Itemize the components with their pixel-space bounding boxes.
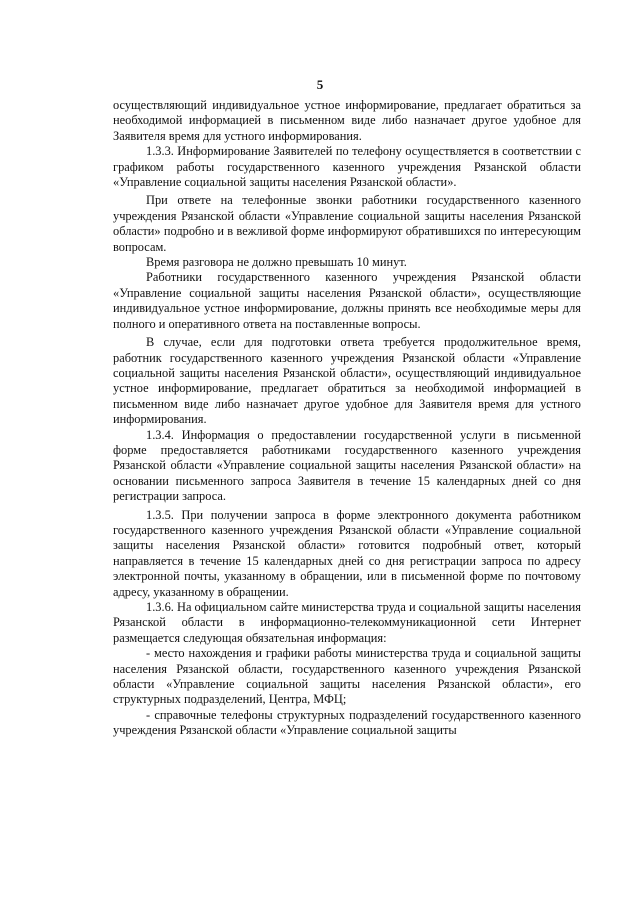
document-body xyxy=(113,98,581,739)
paragraph-long-answer: В случае, если для подготовки ответа требуется продолжительное время, работник государственного казенного учреждения Рязанской области «Управление социальной защиты населения Рязанской области», осуществляющий индивидуальное устное информирование, предлагает обратиться за необходимой информацией в письменном виде либо назначает другое удобное для Заявителя время для устного информирования. xyxy=(113,335,581,427)
list-item-locations: - место нахождения и графики работы министерства труда и социальной защиты населения Рязанской области, государственного казенного учреждения Рязанской области «Управление социальной защиты населения Рязанской области», его структурных подразделений, Центра, МФЦ; xyxy=(113,646,581,707)
paragraph-1-3-5: 1.3.5. При получении запроса в форме электронного документа работником государственного казенного учреждения Рязанской области «Управление социальной защиты населения Рязанской области» готовится подробный ответ, который направляется в течение 15 календарных дней со дня регистрации запроса по адресу электронной почты, указанному в обращении, или в письменной форме по почтовому адресу, указанному в обращении. xyxy=(113,507,581,599)
paragraph-phone-answers: При ответе на телефонные звонки работники государственного казенного учреждения Рязанской области «Управление социальной защиты населения Рязанской области» подробно и в вежливой форме информируют обратившихся по интересующим вопросам. xyxy=(113,193,581,254)
page-number: 5 xyxy=(316,77,324,92)
list-item-phones: - справочные телефоны структурных подразделений государственного казенного учреждения Рязанской области «Управление социальной защиты xyxy=(113,707,581,738)
paragraph-1-3-6: 1.3.6. На официальном сайте министерства труда и социальной защиты населения Рязанской области в информационно-телекоммуникационной сети Интернет размещается следующая обязательная информация: xyxy=(113,600,581,645)
paragraph-1-3-3: 1.3.3. Информирование Заявителей по телефону осуществляется в соответствии с графиком работы государственного казенного учреждения Рязанской области «Управление социальной защиты населения Рязанской области». xyxy=(113,144,581,190)
paragraph-continuation: осуществляющий индивидуальное устное информирование, предлагает обратиться за необходимой информацией в письменном виде либо назначает другое удобное для Заявителя время для устного информирования. xyxy=(113,98,581,143)
paragraph-1-3-4: 1.3.4. Информация о предоставлении государственной услуги в письменной форме предоставляется работниками государственного казенного учреждения Рязанской области «Управление социальной защиты населения Рязанской области» на основании письменного запроса Заявителя в течение 15 календарных дней со дня регистрации запроса. xyxy=(113,427,581,504)
paragraph-workers-duties: Работники государственного казенного учреждения Рязанской области «Управление социальной защиты населения Рязанской области», осуществляющие индивидуальное устное информирование, должны принять все необходимые меры для полного и оперативного ответа на поставленные вопросы. xyxy=(113,270,581,331)
paragraph-call-duration: Время разговора не должно превышать 10 минут. xyxy=(146,255,407,270)
